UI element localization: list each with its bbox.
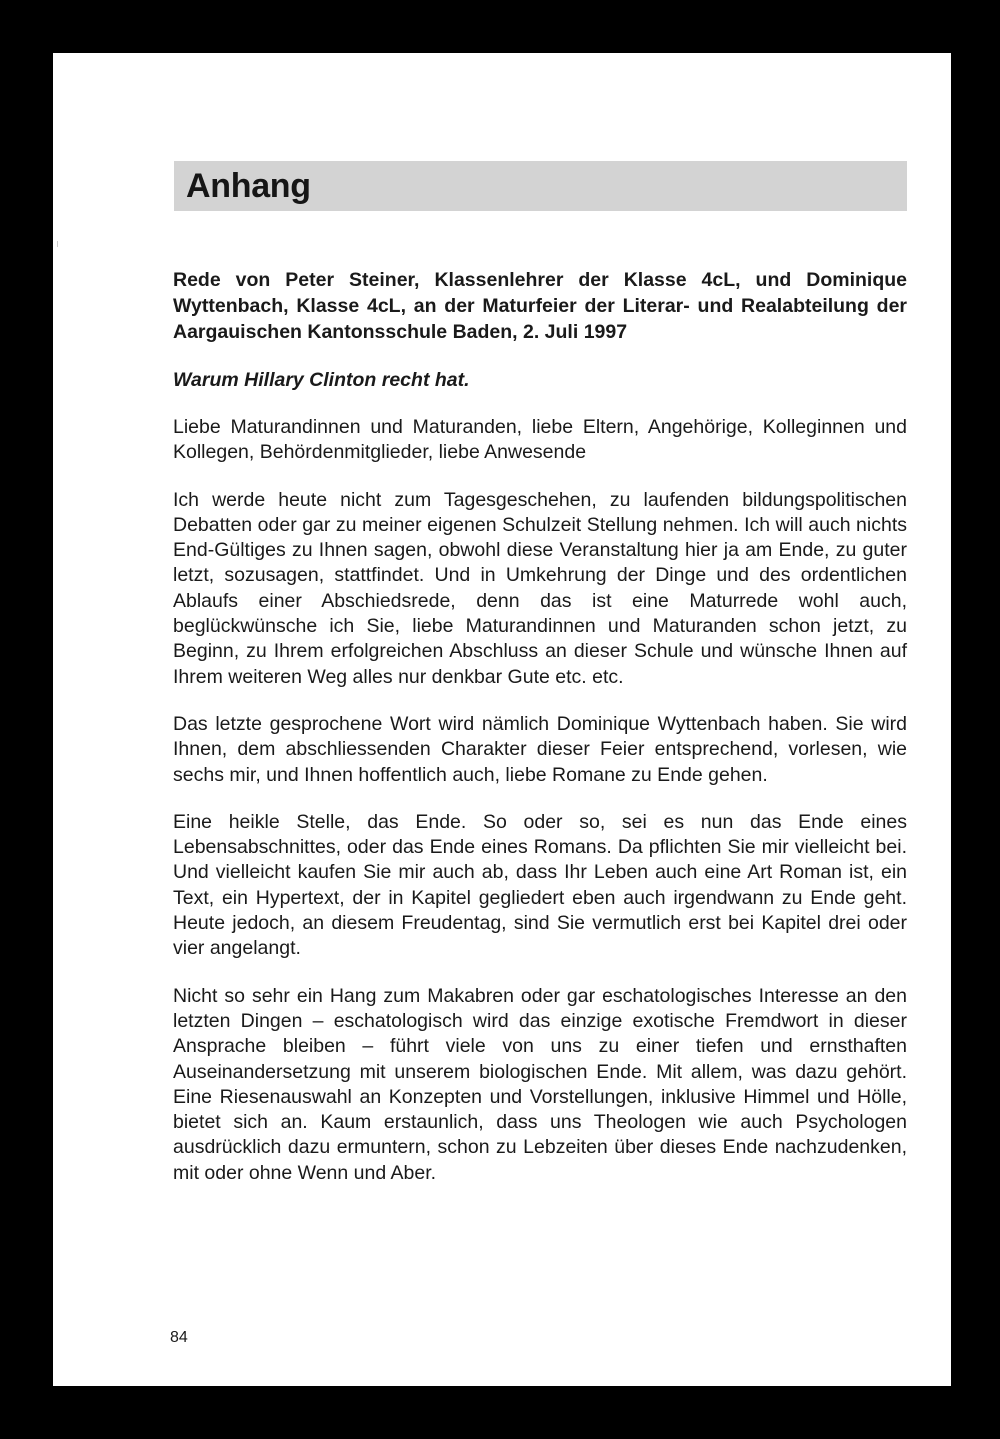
section-title: Anhang — [186, 167, 311, 205]
speech-content — [173, 267, 907, 1186]
paragraph-introduction: Ich werde heute nicht zum Tagesgeschehen, zu laufenden bildungspolitischen Debatten oder gar zu meiner eigenen Schulzeit Stellung nehmen. Ich will auch nichts End-Gültiges zu Ihnen sagen, obwohl diese Veranstaltung hier ja am Ende, zu guter letzt, sozusagen, stattfindet. Und in Umkehrung der Dinge und des ordentlichen Ablaufs einer Abschiedsrede, denn das ist eine Maturrede wohl auch, beglückwünsche ich Sie, liebe Maturandinnen und Maturanden schon jetzt, zu Beginn, zu Ihrem erfolgreichen Abschluss an dieser Schule und wünsche Ihnen auf Ihrem weiteren Weg alles nur denkbar Gute etc. etc. — [173, 488, 907, 688]
speech-heading: Rede von Peter Steiner, Klassenlehrer der Klasse 4cL, und Dominique Wyttenbach, Klasse 4cL, an der Maturfeier der Literar- und Realabteilung der Aargauischen Kantonsschule Baden, 2. Juli 1997 — [173, 269, 907, 343]
paragraph-ending: Eine heikle Stelle, das Ende. So oder so, sei es nun das Ende eines Lebensabschnittes, oder das Ende eines Romans. Da pflichten Sie mir vielleicht bei. Und vielleicht kaufen Sie mir auch ab, dass Ihr Leben auch eine Art Roman ist, ein Text, ein Hypertext, der in Kapitel gegliedert eben auch irgendwann zu Ende geht. Heute jedoch, an diesem Freudentag, sind Sie vermutlich erst bei Kapitel drei oder vier angelangt. — [173, 810, 907, 960]
page-number: 84 — [170, 1329, 188, 1346]
paragraph-salutation: Liebe Maturandinnen und Maturanden, liebe Eltern, Angehörige, Kolleginnen und Kollegen, Behördenmitglieder, liebe Anwesende — [173, 416, 907, 464]
scan-mark — [57, 241, 58, 247]
paragraph-last-word: Das letzte gesprochene Wort wird nämlich Dominique Wyttenbach haben. Sie wird Ihnen, dem abschliessenden Charakter dieser Feier entsprechend, vorlesen, wie sechs mir, und Ihnen hoffentlich auch, liebe Romane zu Ende gehen. — [173, 712, 907, 786]
section-header-band — [174, 161, 907, 211]
document-page — [53, 53, 951, 1386]
paragraph-eschatology: Nicht so sehr ein Hang zum Makabren oder gar eschatologisches Interesse an den letzten Dingen – eschatologisch wird das einzige exotische Fremdwort in dieser Ansprache bleiben – führt viele von uns zu einer tiefen und ernsthaften Auseinandersetzung mit unserem biologischen Ende. Mit allem, was dazu gehört. Eine Riesenauswahl an Konzepten und Vorstellungen, inklusive Himmel und Hölle, bietet sich an. Kaum erstaunlich, dass uns Theologen wie auch Psychologen ausdrücklich dazu ermuntern, schon zu Lebzeiten über dieses Ende nachzudenken, mit oder ohne Wenn und Aber. — [173, 984, 907, 1184]
speech-subtitle: Warum Hillary Clinton recht hat. — [173, 369, 470, 391]
